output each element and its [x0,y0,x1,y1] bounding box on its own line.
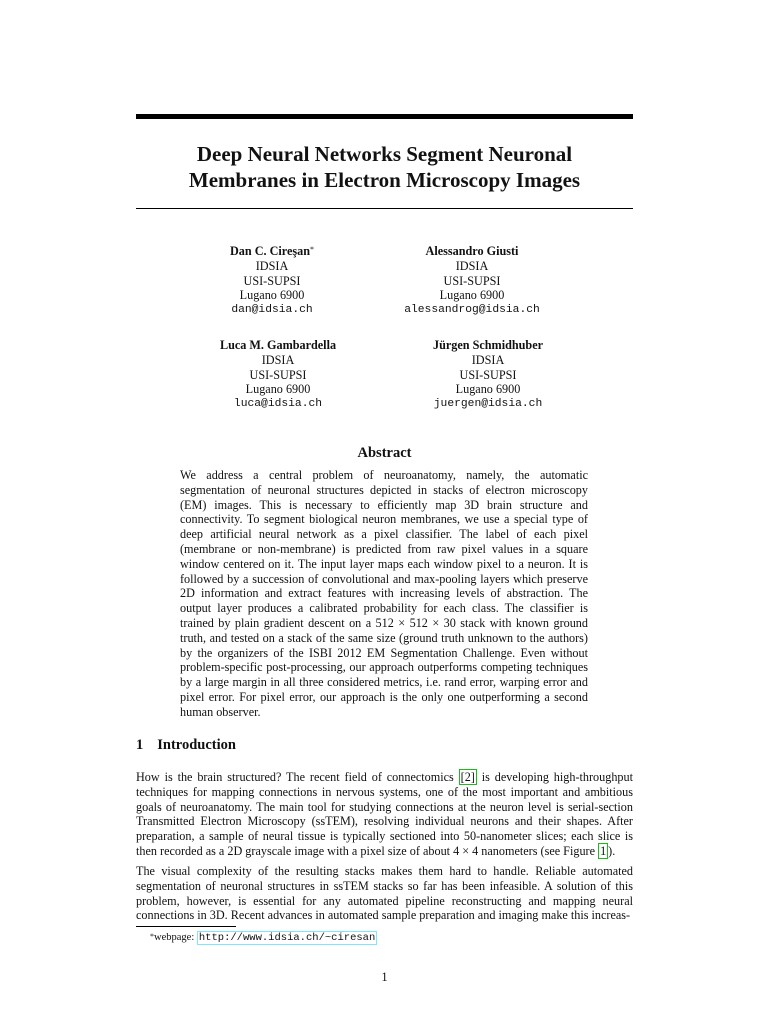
webpage-link[interactable]: http://www.idsia.ch/~ciresan [198,932,376,944]
author-block-4 [388,338,588,412]
author-city: Lugano 6900 [239,288,305,303]
author-name: Luca M. Gambardella [219,338,337,352]
author-affiliation: IDSIA [255,258,289,273]
author-affiliation: IDSIA [455,258,489,273]
abstract-heading: Abstract [357,445,412,461]
author-email: alessandrog@idsia.ch [404,304,540,317]
title-line-2: Membranes in Electron Microscopy Images [188,168,581,192]
author-name: Jürgen Schmidhuber [432,338,544,352]
author-affiliation: IDSIA [471,352,505,367]
paragraph-1: How is the brain structured? The recent field of connectomics [2] is developing high-throughput techniques for mapping connections in nervous systems, one of the most important and ambitious goals of neuroanatomy. The main tool for studying connections at the neuron level is serial-section Transmitted Electron Microscopy (ssTEM), resolving individual neurons and their shapes. After preparation, a sample of neural tissue is typically sectioned into 50-nanometer slices; each slice is then recorded as a 2D grayscale image with a pixel size of about 4 × 4 nanometers (see Figure 1 ). [136,770,633,858]
citation-link[interactable]: [2] [460,770,475,784]
author-affiliation: USI-SUPSI [443,273,501,288]
abstract-text: We address a central problem of neuroanatomy, namely, the automatic segmentation of neuronal structures depicted in stacks of electron microscopy (EM) images. This is necessary to efficiently map 3D brain structure and connectivity. To segment biological neuron membranes, we use a special type of deep artificial neural network as a pixel classifier. The label of each pixel (membrane or non-membrane) is predicted from raw pixel values in a square window centered on it. The input layer maps each window pixel to a neuron. It is followed by a succession of convolutional and max-pooling layers which preserve 2D information and extract features with increasing levels of abstraction. The output layer produces a calibrated probability for each class. The classifier is trained by plain gradient descent on a 512 × 512 × 30 stack with known ground truth, and tested on a stack of the same size (ground truth unknown to the authors) by the organizers of the ISBI 2012 EM Segmentation Challenge. Even without problem-specific post-processing, our approach outperforms competing techniques by a large margin in all three considered metrics, i.e. rand error, warping error and pixel error. For pixel error, our approach is the only one outperforming a second human observer. [180,468,588,719]
section-number: 1 [136,737,144,753]
author-city: Lugano 6900 [245,382,311,397]
title-top-rule [136,114,633,119]
title-bottom-rule [136,208,633,209]
section-title: Introduction [157,737,236,753]
page-number: 1 [381,970,388,984]
footnote-label: webpage: [154,932,197,943]
author-block-1 [172,244,372,318]
author-city: Lugano 6900 [439,288,505,303]
footnote-mark: * [150,932,154,941]
author-block-3 [178,338,378,412]
paragraph-2: The visual complexity of the resulting stacks makes them hard to handle. Reliable automated segmentation of neuronal structures in ssTEM stacks so far has been infeasible. A solution of this problem, however, is essential for any automated pipeline reconstructing and mapping neural connections in 3D. Recent advances in automated sample preparation and imaging make this increas- [136,864,633,923]
author-affiliation: USI-SUPSI [459,367,517,382]
paper-title [136,141,633,193]
section-heading [136,737,236,754]
figure-link[interactable]: 1 [600,843,607,858]
title-line-1: Deep Neural Networks Segment Neuronal [196,142,573,166]
author-email: luca@idsia.ch [233,398,323,411]
author-email: dan@idsia.ch [231,304,313,317]
author-affiliation: IDSIA [261,352,295,367]
author-block-2 [372,244,572,318]
author-affiliation: USI-SUPSI [243,273,301,288]
author-city: Lugano 6900 [455,382,521,397]
author-affiliation: USI-SUPSI [249,367,307,382]
author-name: Alessandro Giusti [425,244,519,258]
footnote-mark: * [310,245,315,254]
author-name: Dan C. Cireşan* [229,244,315,258]
footnote [150,931,377,945]
author-email: juergen@idsia.ch [433,398,543,411]
footnote-rule [136,926,236,927]
